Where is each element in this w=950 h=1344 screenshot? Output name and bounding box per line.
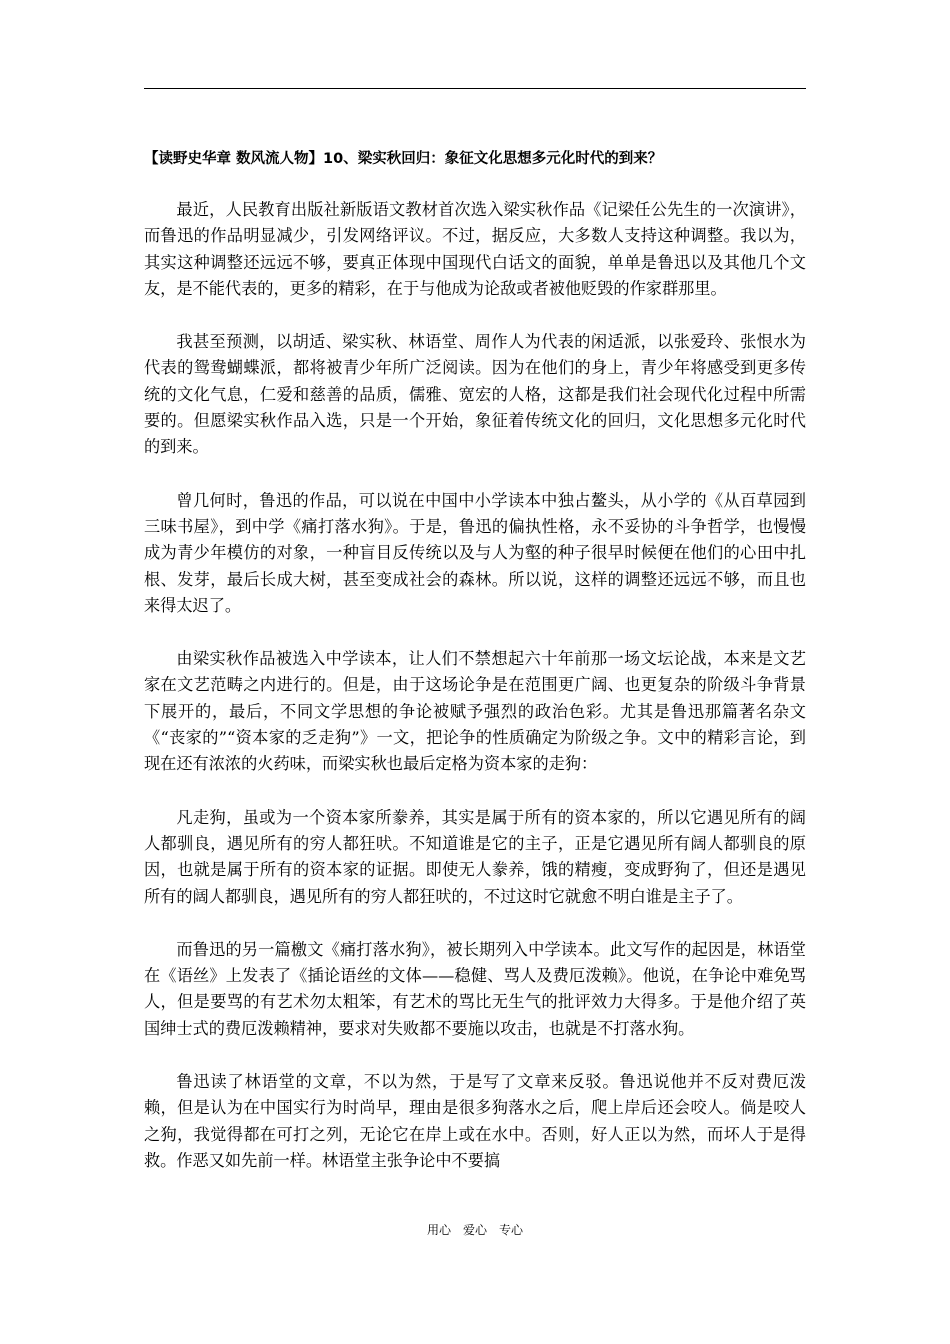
paragraph: 我甚至预测，以胡适、梁实秋、林语堂、周作人为代表的闲适派，以张爱玲、张恨水为代表的鸳鸯蝴蝶派，都将被青少年所广泛阅读。因为在他们的身上，青少年将感受到更多传统的文化气息，仁爱和慈善的品质，儒雅、宽宏的人格，这都是我们社会现代化过程中所需要的。但愿梁实秋作品入选，只是一个开始，象征着传统文化的回归，文化思想多元化时代的到来。: [144, 332, 806, 457]
paragraph: 而鲁迅的另一篇檄文《痛打落水狗》，被长期列入中学读本。此文写作的起因是，林语堂在《语丝》上发表了《插论语丝的文体——稳健、骂人及费厄泼赖》。他说，在争论中难免骂人，但是要骂的有艺术勿太粗笨，有艺术的骂比无生气的批评效力大得多。于是他介绍了英国绅士式的费厄泼赖精神，要求对失败都不要施以攻击，也就是不打落水狗。: [144, 939, 806, 1038]
paragraph: 由梁实秋作品被选入中学读本，让人们不禁想起六十年前那一场文坛论战，本来是文艺家在文艺范畴之内进行的。但是，由于这场论争是在范围更广阔、也更复杂的阶级斗争背景下展开的，最后，不同文学思想的争论被赋予强烈的政治色彩。尤其是鲁迅那篇著名杂文《“丧家的”“资本家的乏走狗”》一文，把论争的性质确定为阶级之争。文中的精彩言论，到现在还有浓浓的火药味，而梁实秋也最后定格为资本家的走狗：: [144, 649, 806, 774]
document-body: [144, 148, 806, 1201]
quoted-paragraph: 凡走狗，虽或为一个资本家所豢养，其实是属于所有的资本家的，所以它遇见所有的阔人都驯良，遇见所有的穷人都狂吠。不知道谁是它的主子，正是它遇见所有阔人都驯良的原因，也就是属于所有的资本家的证据。即使无人豢养，饿的精瘦，变成野狗了，但还是遇见所有的阔人都驯良，遇见所有的穷人都狂吠的，不过这时它就愈不明白谁是主子了。: [144, 807, 806, 906]
page-footer: 用心 爱心 专心: [426, 1223, 523, 1237]
paragraph: 曾几何时，鲁迅的作品，可以说在中国中小学读本中独占鳌头，从小学的《从百草园到三味书屋》，到中学《痛打落水狗》。于是，鲁迅的偏执性格，永不妥协的斗争哲学，也慢慢成为青少年模仿的对象，一种盲目反传统以及与人为壑的种子很早时候便在他们的心田中扎根、发芽，最后长成大树，甚至变成社会的森林。所以说，这样的调整还远远不够，而且也来得太迟了。: [144, 490, 806, 615]
paragraph: 鲁迅读了林语堂的文章，不以为然，于是写了文章来反驳。鲁迅说他并不反对费厄泼赖，但是认为在中国实行为时尚早，理由是很多狗落水之后，爬上岸后还会咬人。倘是咬人之狗，我觉得都在可打之列，无论它在岸上或在水中。否则，好人正以为然，而坏人于是得救。作恶又如先前一样。林语堂主张争论中不要搞: [144, 1072, 806, 1170]
article-title: 【读野史华章 数风流人物】10、梁实秋回归：象征文化思想多元化时代的到来？: [144, 151, 663, 167]
header-rule: [144, 88, 806, 89]
paragraph: 最近，人民教育出版社新版语文教材首次选入梁实秋作品《记梁任公先生的一次演讲》，而鲁迅的作品明显减少，引发网络评议。不过，据反应，大多数人支持这种调整。我以为，其实这种调整还远远不够，要真正体现中国现代白话文的面貌，单单是鲁迅以及其他几个文友，是不能代表的，更多的精彩，在于与他成为论敌或者被他贬毁的作家群那里。: [144, 200, 806, 298]
